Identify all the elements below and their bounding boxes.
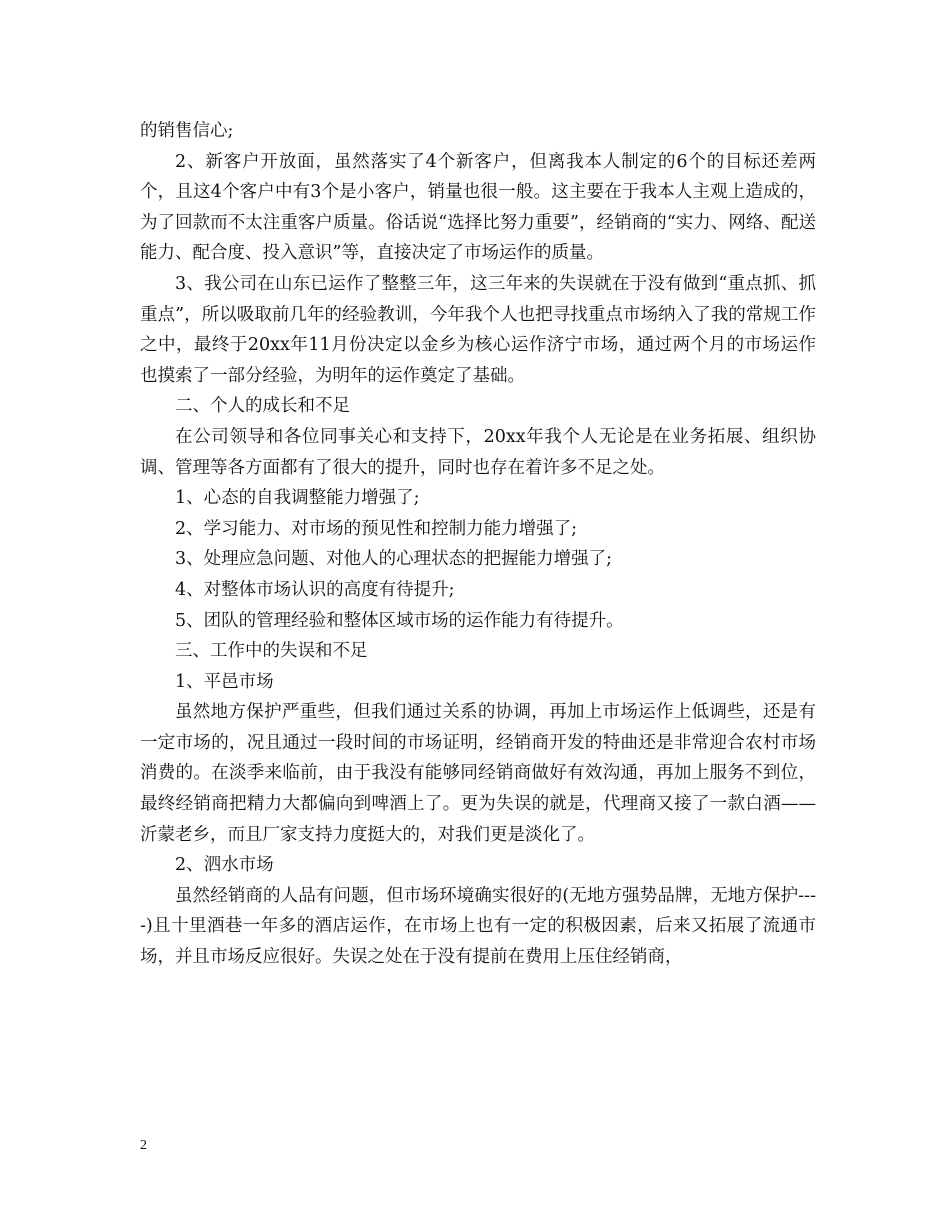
list-item-emergency: 3、处理应急问题、对他人的心理状态的把握能力增强了;: [175, 549, 613, 570]
list-item-mindset: 1、心态的自我调整能力增强了;: [175, 488, 420, 509]
paragraph-new-clients: 2、新客户开放面，虽然落实了4个新客户，但离我本人制定的6个的目标还差两个，且这4个客户中有3个是小客户，销量也很一般。这主要在于我本人主观上造成的，为了回款而不太注重客户质量。俗话说“选择比努力重要”，经销商的“实力、网络、配送能力、配合度、投入意识”等，直接决定了市场运作的质量。: [140, 151, 816, 264]
subheading-pingyi-market: 1、平邑市场: [175, 671, 274, 692]
section-heading-mistakes: 三、工作中的失误和不足: [175, 641, 368, 662]
section-heading-personal-growth: 二、个人的成长和不足: [175, 396, 350, 417]
page-number: 2: [140, 1138, 147, 1153]
list-item-market-awareness: 4、对整体市场认识的高度有待提升;: [175, 579, 455, 600]
subheading-sishui-market: 2、泗水市场: [175, 855, 274, 876]
list-item-team-management: 5、团队的管理经验和整体区域市场的运作能力有待提升。: [175, 610, 624, 631]
paragraph-pingyi-market: 虽然地方保护严重些，但我们通过关系的协调，再加上市场运作上低调些，还是有一定市场的，况且通过一段时间的市场证明，经销商开发的特曲还是非常迎合农村市场消费的。在淡季来临前，由于我没有能够同经销商做好有效沟通，再加上服务不到位，最终经销商把精力大都偏向到啤酒上了。更为失误的就是，代理商又接了一款白酒——沂蒙老乡，而且厂家支持力度挺大的，对我们更是淡化了。: [140, 702, 816, 845]
paragraph-personal-growth: 在公司领导和各位同事关心和支持下，20xx年我个人无论是在业务拓展、组织协调、管理等各方面都有了很大的提升，同时也存在着许多不足之处。: [140, 426, 816, 478]
paragraph-continuation: 的销售信心;: [140, 121, 234, 141]
list-item-learning: 2、学习能力、对市场的预见性和控制力能力增强了;: [175, 518, 578, 539]
document-body: [140, 116, 816, 973]
paragraph-key-markets: 3、我公司在山东已运作了整整三年，这三年来的失误就在于没有做到“重点抓、抓重点”，所以吸取前几年的经验教训，今年我个人也把寻找重点市场纳入了我的常规工作之中，最终于20xx年11月份决定以金乡为核心运作济宁市场，通过两个月的市场运作也摸索了一部分经验，为明年的运作奠定了基础。: [140, 273, 816, 386]
paragraph-sishui-market: 虽然经销商的人品有问题，但市场环境确实很好的(无地方强势品牌，无地方保护----)且十里酒巷一年多的酒店运作，在市场上也有一定的积极因素，后来又拓展了流通市场，并且市场反应很好。失误之处在于没有提前在费用上压住经销商，: [140, 885, 816, 968]
